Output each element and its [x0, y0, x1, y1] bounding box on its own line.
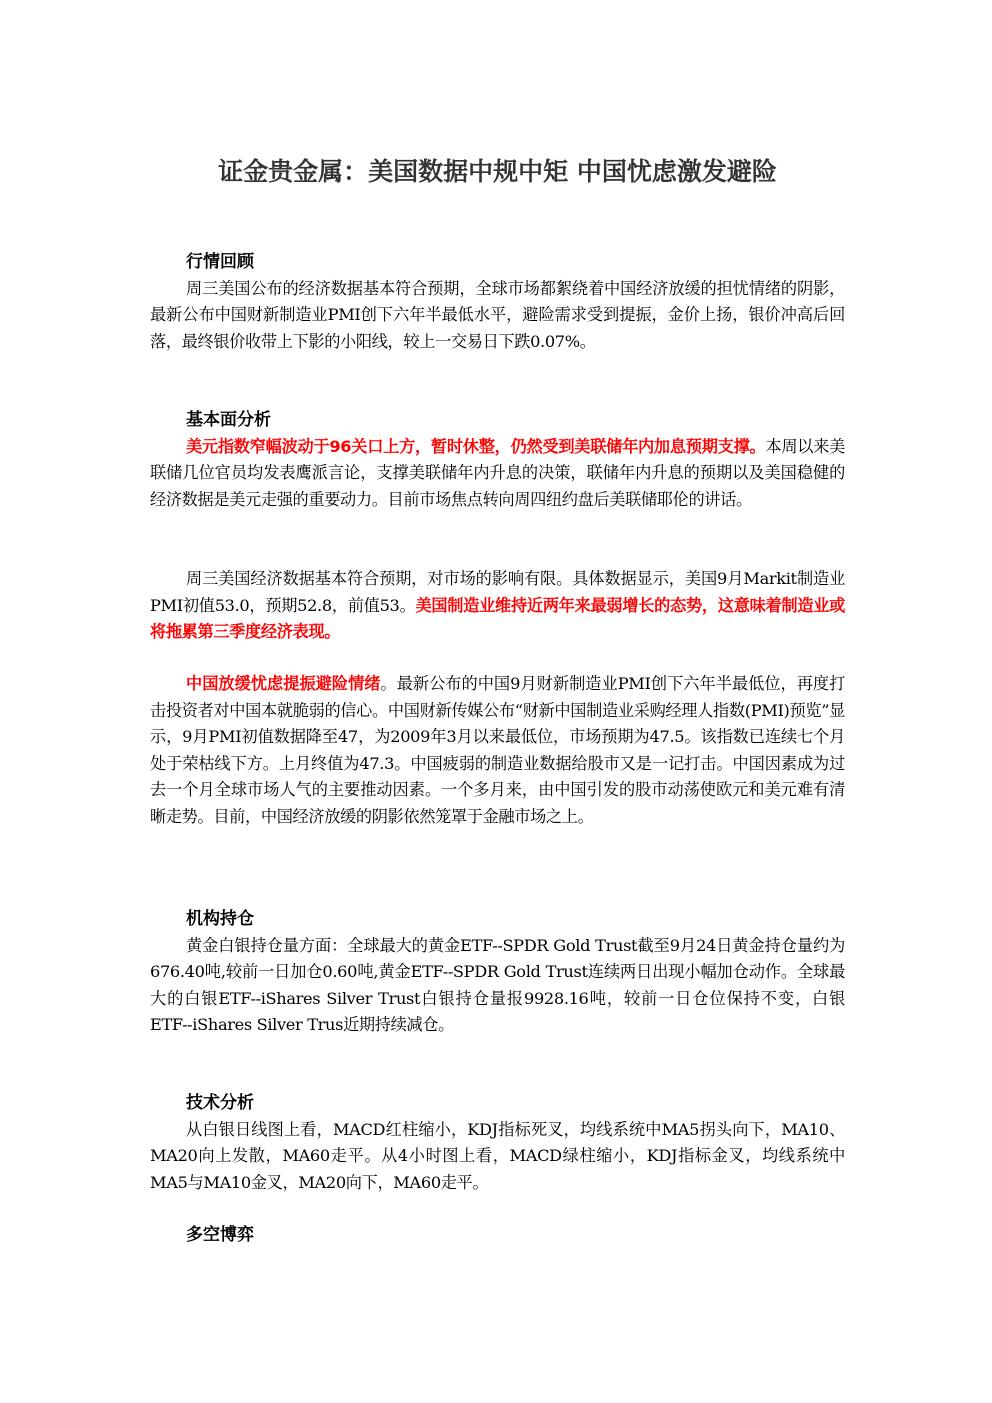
- section-game: [150, 1222, 845, 1249]
- paragraph-dollar-index: [150, 434, 845, 514]
- highlight-us-manufacturing: 美国制造业维持近两年来最弱增长的态势，这意味着制造业或将拖累第三季度经济表现。: [150, 595, 845, 641]
- heading-technical: 技术分析: [186, 1093, 254, 1113]
- text-china-worries: 。最新公布的中国9月财新制造业PMI创下六年半最低位，再度打击投资者对中国本就脆弱的信心。中国财新传媒公布“财新中国制造业采购经理人指数(PMI)预览”显示，9月PMI初值数据降至47，为2009年3月以来最低位，市场预期为47.5。该指数已连续七个月处于荣枯线下方。上月终值为47.3。中国疲弱的制造业数据给股市又是一记打击。中国因素成为过去一个月全球市场人气的主要推动因素。一个多月来，由中国引发的股市动荡使欧元和美元难有清晰走势。目前，中国经济放缓的阴影依然笼罩于金融市场之上。: [150, 674, 845, 826]
- section-china-worries: [150, 671, 845, 830]
- highlight-china-worries: 中国放缓忧虑提振避险情绪: [186, 674, 381, 693]
- heading-game: 多空博弈: [186, 1225, 254, 1245]
- heading-market-review: 行情回顾: [186, 252, 254, 272]
- paragraph-positions: 黄金白银持仓量方面：全球最大的黄金ETF--SPDR Gold Trust截至9月24日黄金持仓量约为676.40吨,较前一日加仓0.60吨,黄金ETF--SPDR Gold Trust连续两日出现小幅加仓动作。全球最大的白银ETF--iShares Silver Trust白银持仓量报9928.16吨，较前一日仓位保持不变，白银ETF--iShares Silver Trus近期持续减仓。: [150, 935, 845, 1034]
- highlight-dollar-index: 美元指数窄幅波动于96关口上方，暂时休整，仍然受到美联储年内加息预期支撑。: [186, 436, 766, 456]
- paragraph-market-review: 周三美国公布的经济数据基本符合预期，全球市场都絮绕着中国经济放缓的担忧情绪的阴影，最新公布中国财新制造业PMI创下六年半最低水平，避险需求受到提振，金价上扬，银价冲高后回落，最终银价收带上下影的小阳线，较上一交易日下跌0.07%。: [150, 278, 845, 351]
- document-title: 证金贵金属：美国数据中规中矩 中国忧虑激发避险: [218, 157, 777, 186]
- paragraph-technical: 从白银日线图上看，MACD红柱缩小，KDJ指标死叉，均线系统中MA5拐头向下，MA10、MA20向上发散，MA60走平。从4小时图上看，MACD绿柱缩小，KDJ指标金叉，均线系统中MA5与MA10金叉，MA20向下，MA60走平。: [150, 1119, 845, 1192]
- section-market-review: [150, 249, 845, 355]
- section-fundamental-analysis: [150, 407, 845, 513]
- heading-fundamental-analysis: 基本面分析: [186, 410, 271, 430]
- text-us-data: 周三美国经济数据基本符合预期，对市场的影响有限。具体数据显示，美国9月Markit制造业PMI初值53.0，预期52.8，前值53。: [150, 569, 845, 615]
- section-technical: [150, 1090, 845, 1196]
- heading-positions: 机构持仓: [186, 909, 254, 929]
- text-dollar-index: 本周以来美联储几位官员均发表鹰派言论，支撑美联储年内升息的决策，联储年内升息的预期以及美国稳健的经济数据是美元走强的重要动力。目前市场焦点转向周四纽约盘后美联储耶伦的讲话。: [150, 436, 846, 509]
- paragraph-china-worries: [150, 671, 845, 830]
- paragraph-us-data: [150, 566, 845, 646]
- section-us-data: [150, 566, 845, 646]
- section-positions: [150, 906, 845, 1039]
